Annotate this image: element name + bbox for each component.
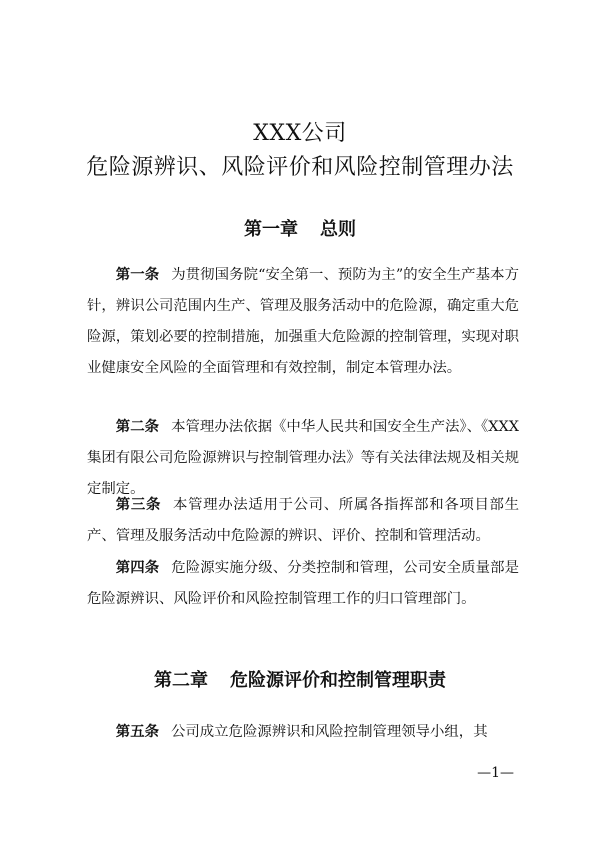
article-label: 第五条	[115, 724, 159, 740]
chapter-number: 第二章	[154, 670, 208, 691]
chapter-title: 总则	[320, 219, 356, 240]
document-title-company: XXX公司	[253, 121, 347, 146]
article-text: 为贯彻国务院“安全第一、预防为主”的安全生产基本方针，辨识公司范围内生产、管理及服务活动中的危险源，确定重大危险源，策划必要的控制措施，加强重大危险源的控制管理，实现对职业健康安全风险的全面管理和有效控制，制定本管理办法。	[87, 267, 519, 376]
article-text: 公司成立危险源辨识和风险控制管理领导小组，其	[170, 724, 488, 740]
chapter-number: 第一章	[244, 219, 298, 240]
article-label: 第二条	[115, 419, 160, 435]
article-paragraph	[87, 490, 519, 552]
article-paragraph	[87, 260, 519, 384]
page-number: —1—	[477, 765, 514, 781]
document-title-main: 危险源辨识、风险评价和风险控制管理办法	[86, 155, 514, 180]
article-label: 第四条	[115, 560, 160, 576]
article-text: 本管理办法依据《中华人民共和国安全生产法》、《XXX集团有限公司危险源辨识与控制管理办法》等有关法律法规及相关规定制定。	[87, 419, 519, 497]
article-paragraph	[87, 553, 519, 615]
article-text: 本管理办法适用于公司、所属各指挥部和各项目部生产、管理及服务活动中危险源的辨识、评价、控制和管理活动。	[87, 497, 519, 544]
chapter-title: 危险源评价和控制管理职责	[230, 670, 446, 691]
chapter-heading-1	[0, 215, 600, 241]
article-text: 危险源实施分级、分类控制和管理，公司安全质量部是危险源辨识、风险评价和风险控制管理工作的归口管理部门。	[87, 560, 519, 607]
article-paragraph	[87, 717, 519, 748]
article-label: 第一条	[115, 267, 160, 283]
article-label: 第三条	[115, 497, 162, 513]
chapter-heading-2	[0, 666, 600, 692]
